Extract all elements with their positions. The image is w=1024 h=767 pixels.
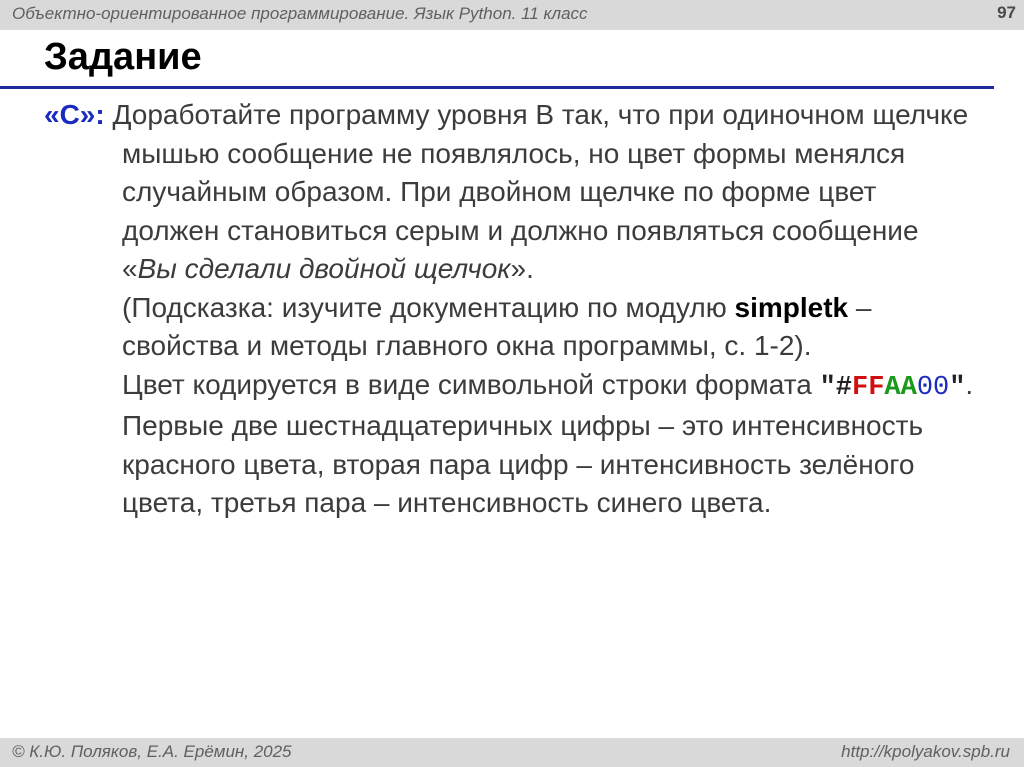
hex-green-part: AA <box>884 372 917 403</box>
hint-text-1: (Подсказка: изучите документацию по модулю <box>122 291 735 323</box>
task-text-1: Доработайте программу уровня B так, что при одиночном щелчке мышью сообщение не появлялось, но цвет формы менялся случайным образом. При двойном щелчке по форме цвет должен становиться серым и должно появляться сообщение « <box>112 99 969 284</box>
color-text-1: Цвет кодируется в виде символьной строки формата <box>122 368 820 400</box>
module-name: simpletk <box>734 291 849 323</box>
task-paragraph <box>44 96 974 289</box>
color-text-2: . Первые две шестнадцатеричных цифры – это интенсивность красного цвета, вторая пара цифр – интенсивность зелёного цвета, третья пара – интенсивность синего цвета. <box>122 368 974 518</box>
hex-red-part: FF <box>852 372 885 403</box>
hex-code <box>820 373 966 403</box>
hex-open: "# <box>819 372 852 403</box>
slide-title: Задание <box>44 36 202 78</box>
footer-authors: © К.Ю. Поляков, Е.А. Ерёмин, 2025 <box>12 742 292 761</box>
task-text-2: ». <box>510 253 534 284</box>
hex-close: " <box>949 372 966 403</box>
hex-blue-part: 00 <box>916 372 950 403</box>
task-level-label: «C»: <box>44 99 105 130</box>
task-body <box>44 96 974 523</box>
course-title: Объектно-ориентированное программирование. Язык Python. 11 класс <box>12 4 588 23</box>
title-underline <box>0 86 994 89</box>
page-number: 97 <box>997 3 1016 22</box>
message-text: Вы сделали двойной щелчок <box>137 253 511 284</box>
hint-paragraph <box>44 289 974 523</box>
footer-url[interactable]: http://kpolyakov.spb.ru <box>841 742 1010 761</box>
hint-text-2: – свойства и методы главного окна программы, с. 1-2). <box>122 291 872 361</box>
header-bar <box>0 0 1024 30</box>
footer-bar <box>0 738 1024 767</box>
